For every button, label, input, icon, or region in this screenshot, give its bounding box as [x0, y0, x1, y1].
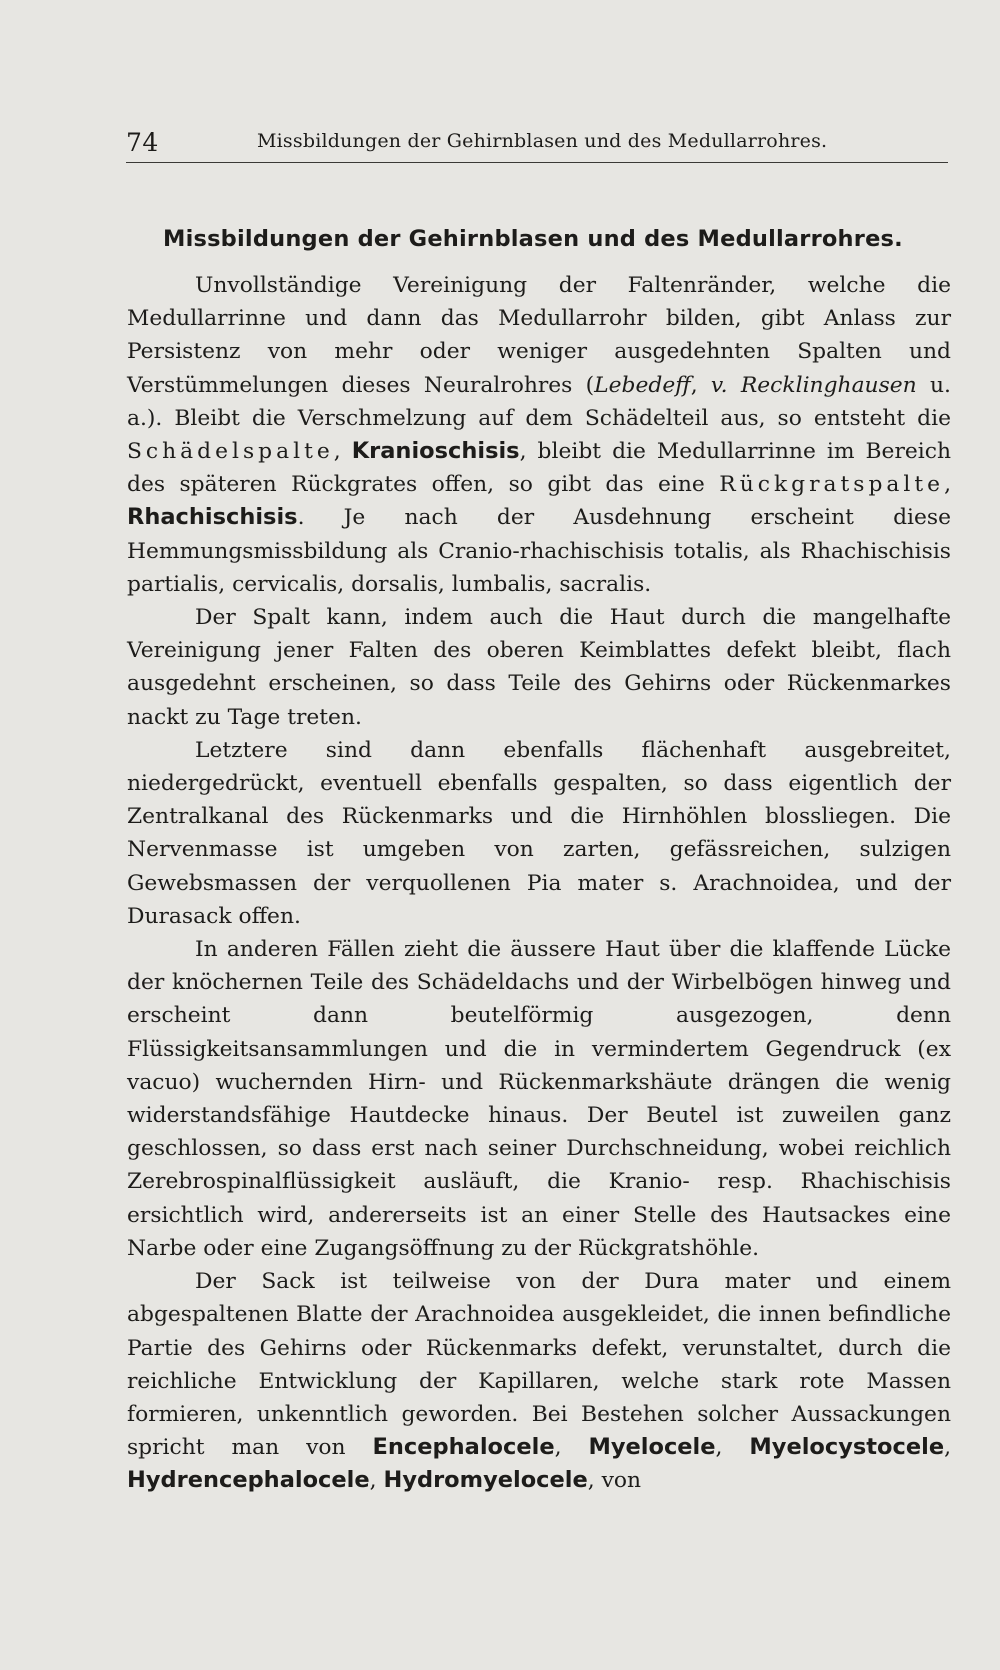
body-text [127, 269, 951, 1498]
running-title: Missbildungen der Gehirnblasen und des Medullarrohres. [257, 130, 828, 152]
bold-term: Rhachischisis [127, 504, 298, 531]
bold-term: Myelocele [588, 1434, 716, 1461]
bold-term: Myelocystocele [749, 1434, 945, 1461]
bold-term: Hydromyelocele [383, 1467, 588, 1494]
spaced-term: Rückgratspalte [719, 472, 945, 498]
bold-term: Kranioschisis [351, 438, 520, 465]
text-run: , [690, 372, 711, 398]
bold-term: Encephalocele [372, 1434, 555, 1461]
text-run: Unvollständige Vereinigung der Faltenränder, welche die Medullarrinne und dann das Medullarrohr bilden, gibt Anlass zur Persistenz von mehr oder weniger ausgedehnten Spalten und Verstümmelungen dieses Neuralrohres ( [127, 273, 951, 398]
text-run: , von [587, 1468, 642, 1494]
text-run: , [715, 1435, 750, 1461]
text-run: . Je nach der Ausdehnung erscheint diese Hemmungsmissbildung als Cranio-rhachischisis totalis, als Rhachischisis partialis, cervicalis, dorsalis, lumbalis, sacralis. [127, 505, 951, 597]
paragraph-1 [127, 269, 951, 601]
section-heading: Missbildungen der Gehirnblasen und des Medullarrohres. [163, 226, 903, 252]
text-run: , [554, 1435, 589, 1461]
text-run: , [944, 1435, 952, 1461]
text-run: , [333, 439, 352, 465]
paragraph-2: Der Spalt kann, indem auch die Haut durch die mangelhafte Vereinigung jener Falten des oberen Keimblattes defekt bleibt, flach ausgedehnt erscheinen, so dass Teile des Gehirns oder Rückenmarkes nackt zu Tage treten. [127, 605, 951, 730]
citation-author: v. Recklinghausen [710, 372, 917, 398]
text-run: Der Sack ist teilweise von der Dura mater und einem abgespaltenen Blatte der Arachnoidea ausgekleidet, die innen befindliche Partie des Gehirns oder Rückenmarks defekt, verunstaltet, durch die reichliche Entwicklung der Kapillaren, welche stark rote Massen formieren, unkenntlich geworden. Bei Bestehen solcher Aussackungen spricht man von [127, 1269, 951, 1461]
paragraph-4: In anderen Fällen zieht die äussere Haut über die klaffende Lücke der knöchernen Teile des Schädeldachs und der Wirbelbögen hinweg und erscheint dann beutelförmig ausgezogen, denn Flüssigkeitsansammlungen und die in vermindertem Gegendruck (ex vacuo) wuchernden Hirn- und Rückenmarkshäute drängen die wenig widerstandsfähige Hautdecke hinaus. Der Beutel ist zuweilen ganz geschlossen, so dass erst nach seiner Durchschneidung, wobei reichlich Zerebrospinalflüssigkeit ausläuft, die Kranio- resp. Rhachischisis ersichtlich wird, andererseits ist an einer Stelle des Hautsackes eine Narbe oder eine Zugangsöffnung zu der Rückgratshöhle. [127, 937, 951, 1261]
bold-term: Hydrencephalocele [127, 1467, 370, 1494]
citation-author: Lebedeff [594, 372, 691, 398]
spaced-term: Schädelspalte [127, 439, 334, 465]
paragraph-5 [127, 1265, 951, 1497]
text-run: u. a.). Bleibt die Verschmelzung auf dem Schädelteil aus, so entsteht die [127, 372, 951, 431]
text-run: , [369, 1468, 384, 1494]
paragraph-3: Letztere sind dann ebenfalls flächenhaft ausgebreitet, niedergedrückt, eventuell ebenfalls gespalten, so dass eigentlich der Zentralkanal des Rückenmarks und die Hirnhöhlen blossliegen. Die Nervenmasse ist umgeben von zarten, gefässreichen, sulzigen Gewebsmassen der verquollenen Pia mater s. Arachnoidea, und der Durasack offen. [127, 737, 951, 929]
running-header [126, 128, 948, 163]
page-number: 74 [126, 128, 159, 157]
text-run: , bleibt die Medullarrinne im Bereich des späteren Rückgrates offen, so gibt das eine [127, 439, 951, 498]
text-run: , [944, 472, 951, 498]
